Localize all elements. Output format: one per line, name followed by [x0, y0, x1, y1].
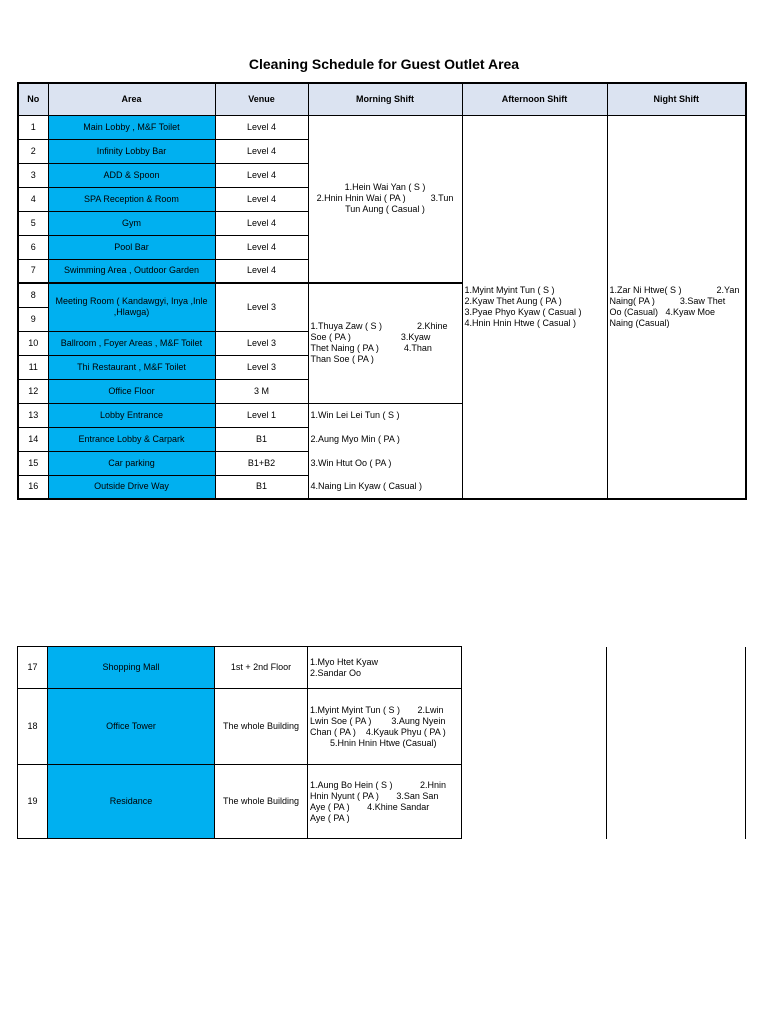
row-area: Swimming Area , Outdoor Garden — [48, 259, 215, 283]
row-no: 6 — [18, 235, 48, 259]
row-area: Meeting Room ( Kandawgyi, Inya ,Inle ,Hlawga) — [48, 283, 215, 331]
row-area: Lobby Entrance — [48, 403, 215, 427]
table-row — [18, 115, 746, 139]
row-no: 7 — [18, 259, 48, 283]
row-no: 13 — [18, 403, 48, 427]
header-afternoon-shift: Afternoon Shift — [462, 83, 607, 115]
header-no: No — [18, 83, 48, 115]
row-no: 19 — [18, 765, 48, 839]
header-morning-shift: Morning Shift — [308, 83, 462, 115]
row-venue: Level 3 — [215, 355, 308, 379]
row-area: Car parking — [48, 451, 215, 475]
header-row — [18, 83, 746, 115]
morning-shift-group-1: 1.Hein Wai Yan ( S ) 2.Hnin Hnin Wai ( PA ) 3.Tun Tun Aung ( Casual ) — [308, 115, 462, 283]
morning-shift-staff: 1.Win Lei Lei Tun ( S ) — [308, 403, 462, 427]
row-area: Thi Restaurant , M&F Toilet — [48, 355, 215, 379]
morning-shift-staff: 4.Naing Lin Kyaw ( Casual ) — [308, 475, 462, 499]
header-venue: Venue — [215, 83, 308, 115]
row-area: Shopping Mall — [48, 647, 215, 689]
row-venue: Level 4 — [215, 139, 308, 163]
row-no: 4 — [18, 187, 48, 211]
row-no: 16 — [18, 475, 48, 499]
row-venue: Level 4 — [215, 187, 308, 211]
row-area: Residance — [48, 765, 215, 839]
row-area: Main Lobby , M&F Toilet — [48, 115, 215, 139]
schedule-table-secondary — [17, 646, 746, 839]
header-night-shift: Night Shift — [607, 83, 746, 115]
afternoon-shift-empty — [462, 647, 607, 839]
row-no: 14 — [18, 427, 48, 451]
schedule-table-main — [17, 82, 747, 500]
row-no: 11 — [18, 355, 48, 379]
row-area: Ballroom , Foyer Areas , M&F Toilet — [48, 331, 215, 355]
table-row — [18, 647, 746, 689]
row-venue: B1 — [215, 475, 308, 499]
row-area: Entrance Lobby & Carpark — [48, 427, 215, 451]
row-area: Gym — [48, 211, 215, 235]
morning-shift-staff: 1.Aung Bo Hein ( S ) 2.Hnin Hnin Nyunt ( PA ) 3.San San Aye ( PA ) 4.Khine Sandar Aye ( PA ) — [308, 765, 462, 839]
row-venue: Level 4 — [215, 163, 308, 187]
row-no: 12 — [18, 379, 48, 403]
row-venue: The whole Building — [215, 689, 308, 765]
night-shift-staff: 1.Zar Ni Htwe( S ) 2.Yan Naing( PA ) 3.Saw Thet Oo (Casual) 4.Kyaw Moe Naing (Casual) — [607, 115, 746, 499]
row-venue: B1 — [215, 427, 308, 451]
row-venue: Level 3 — [215, 331, 308, 355]
morning-shift-staff: 1.Myint Myint Tun ( S ) 2.Lwin Lwin Soe ( PA ) 3.Aung Nyein Chan ( PA ) 4.Kyauk Phyu ( PA ) 5.Hnin Hnin Htwe (Casual) — [308, 689, 462, 765]
row-venue: Level 4 — [215, 259, 308, 283]
page-title: Cleaning Schedule for Guest Outlet Area — [248, 56, 520, 72]
morning-shift-staff: 1.Myo Htet Kyaw 2.Sandar Oo — [308, 647, 462, 689]
row-area: Pool Bar — [48, 235, 215, 259]
row-venue: 1st + 2nd Floor — [215, 647, 308, 689]
row-area: Outside Drive Way — [48, 475, 215, 499]
row-venue: The whole Building — [215, 765, 308, 839]
row-no: 10 — [18, 331, 48, 355]
row-area: Office Tower — [48, 689, 215, 765]
row-venue: Level 4 — [215, 115, 308, 139]
row-venue: Level 3 — [215, 283, 308, 331]
row-venue: 3 M — [215, 379, 308, 403]
row-venue: Level 1 — [215, 403, 308, 427]
row-no: 3 — [18, 163, 48, 187]
row-venue: Level 4 — [215, 211, 308, 235]
row-area: Infinity Lobby Bar — [48, 139, 215, 163]
row-no: 2 — [18, 139, 48, 163]
row-area: SPA Reception & Room — [48, 187, 215, 211]
morning-shift-group-2: 1.Thuya Zaw ( S ) 2.Khine Soe ( PA ) 3.Kyaw Thet Naing ( PA ) 4.Than Than Soe ( PA ) — [308, 283, 462, 403]
morning-shift-staff: 2.Aung Myo Min ( PA ) — [308, 427, 462, 451]
morning-shift-staff: 3.Win Htut Oo ( PA ) — [308, 451, 462, 475]
row-area: Office Floor — [48, 379, 215, 403]
row-no: 18 — [18, 689, 48, 765]
row-no: 1 — [18, 115, 48, 139]
row-no: 9 — [18, 307, 48, 331]
row-no: 15 — [18, 451, 48, 475]
header-area: Area — [48, 83, 215, 115]
row-venue: Level 4 — [215, 235, 308, 259]
row-no: 17 — [18, 647, 48, 689]
night-shift-empty — [607, 647, 746, 839]
row-venue: B1+B2 — [215, 451, 308, 475]
row-no: 8 — [18, 283, 48, 307]
row-area: ADD & Spoon — [48, 163, 215, 187]
afternoon-shift-staff: 1.Myint Myint Tun ( S ) 2.Kyaw Thet Aung ( PA ) 3.Pyae Phyo Kyaw ( Casual ) 4.Hnin Hnin Htwe ( Casual ) — [462, 115, 607, 499]
row-no: 5 — [18, 211, 48, 235]
